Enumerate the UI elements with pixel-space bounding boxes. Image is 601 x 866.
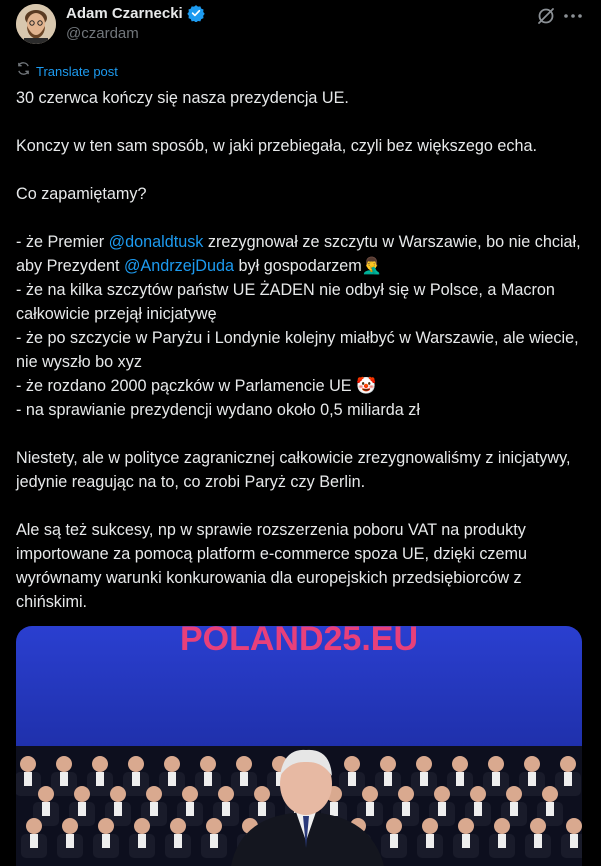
- post-paragraph: Co zapamiętamy?: [16, 185, 147, 203]
- post-media-image[interactable]: [16, 626, 582, 866]
- list-item: - że na kilka szczytów państw UE ŻADEN nie odbył się w Polsce, a Macron całkowicie przejął inicjatywę: [16, 281, 555, 323]
- clown-emoji-icon: 🤡: [356, 376, 377, 395]
- grok-icon[interactable]: [536, 6, 556, 26]
- author-name-row: [66, 4, 205, 22]
- list-item: - że po szczycie w Paryżu i Londynie kolejny miałbyć w Warszawie, ale wiecie, nie wyszło bo xyz: [16, 329, 579, 371]
- facepalm-emoji-icon: 🤦‍♂️: [361, 256, 382, 275]
- mention-link[interactable]: @AndrzejDuda: [123, 257, 235, 275]
- post-header: [0, 0, 601, 56]
- translate-post-link[interactable]: [16, 61, 118, 81]
- mention-link[interactable]: @donaldtusk: [108, 233, 204, 251]
- translate-post-label[interactable]: Translate post: [36, 63, 118, 79]
- translate-icon: [16, 61, 31, 81]
- post-paragraph: Konczy w ten sam sposób, w jaki przebiegała, czyli bez większego echa.: [16, 137, 537, 155]
- post-paragraph: Niestety, ale w polityce zagranicznej całkowicie zrezygnowaliśmy z inicjatywy, jedynie reagując na to, co zrobi Paryż czy Berlin.: [16, 449, 571, 491]
- post-list: [16, 230, 586, 422]
- author-display-name[interactable]: Adam Czarnecki: [66, 4, 183, 22]
- post-text: [16, 86, 586, 638]
- post-paragraph: 30 czerwca kończy się nasza prezydencja UE.: [16, 89, 349, 107]
- list-item: - na sprawianie prezydencji wydano około 0,5 miliarda zł: [16, 401, 420, 419]
- more-icon[interactable]: [562, 6, 584, 26]
- author-handle[interactable]: @czardam: [66, 25, 139, 42]
- post-paragraph: Ale są też sukcesy, np w sprawie rozszerzenia poboru VAT na produkty importowane za pomocą platform e-commerce spoza UE, dzięki czemu wyrównamy warunki konkurowania dla europejskich przedsiębiorców z chińskimi.: [16, 521, 528, 611]
- list-item: - że rozdano 2000 pączków w Parlamencie UE 🤡: [16, 376, 377, 395]
- list-item: - że Premier @donaldtusk zrezygnował ze szczytu w Warszawie, bo nie chciał, aby Prezydent @AndrzejDuda był gospodarzem🤦‍♂️: [16, 233, 581, 275]
- verified-badge-icon[interactable]: [187, 4, 205, 22]
- media-banner-text: POLAND25.EU: [179, 626, 419, 658]
- media-photo: [16, 626, 582, 866]
- avatar[interactable]: [16, 4, 56, 44]
